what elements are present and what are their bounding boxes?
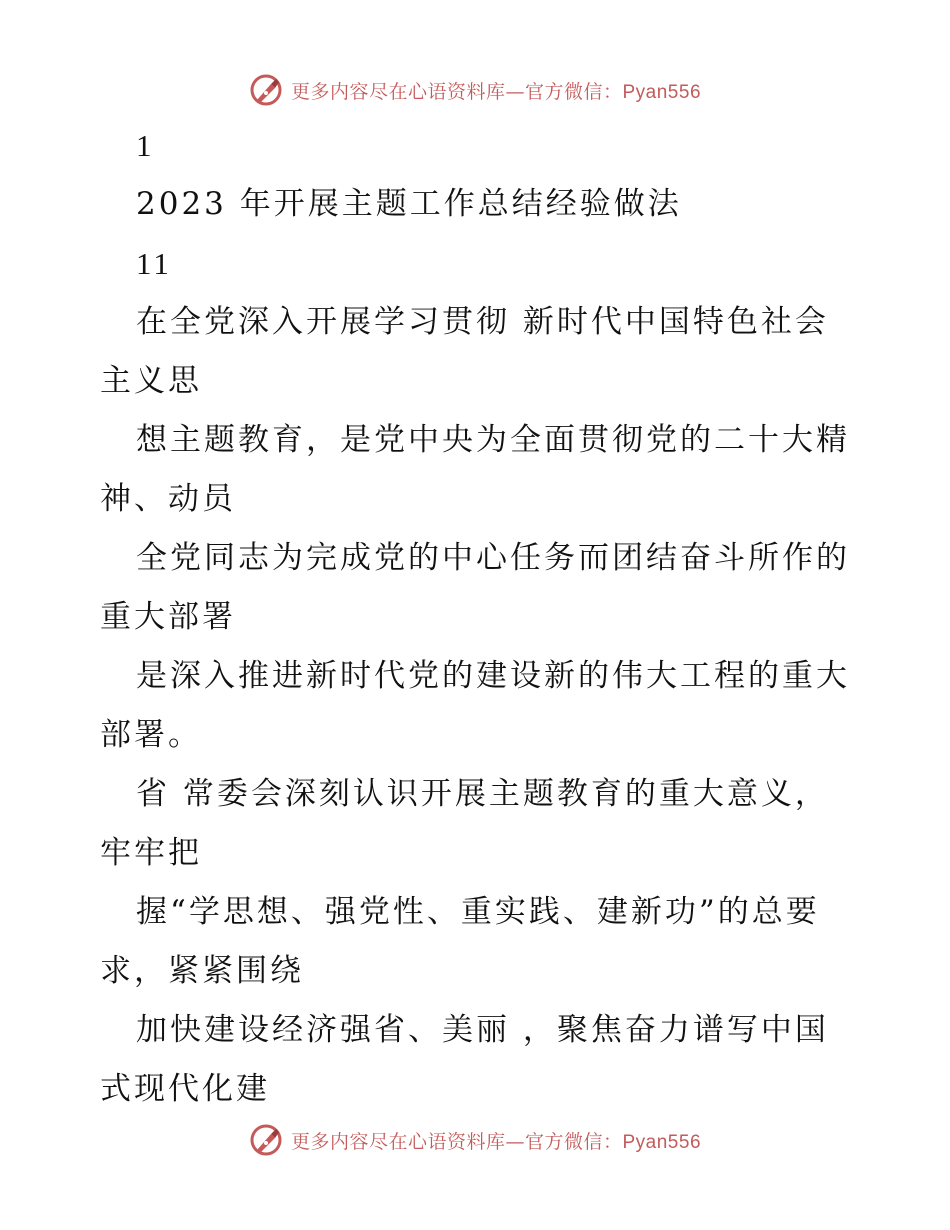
document-line: 部署。 <box>100 717 202 753</box>
document-line: 是深入推进新时代党的建设新的伟大工程的重大 <box>136 658 850 694</box>
watermark-brand: 更多内容尽在心语资料库 <box>290 80 506 103</box>
document-line: 省 常委会深刻认识开展主题教育的重大意义， <box>136 776 829 812</box>
watermark-contact-prefix: 官方微信： <box>524 80 623 103</box>
watermark-brand: 更多内容尽在心语资料库 <box>290 1130 506 1153</box>
document-line: 想主题教育，是党中央为全面贯彻党的二十大精 <box>136 422 850 458</box>
document-line: 求，紧紧围绕 <box>100 953 304 989</box>
document-line: 在全党深入开展学习贯彻 新时代中国特色社会 <box>136 304 829 340</box>
footer-watermark <box>0 1120 950 1160</box>
document-line: 11 <box>136 246 172 281</box>
header-watermark <box>0 70 950 110</box>
document-line: 加快建设经济强省、美丽 ，聚焦奋力谱写中国 <box>136 1012 829 1048</box>
document-body <box>100 116 860 1119</box>
watermark-separator: — <box>505 1130 525 1153</box>
watermark-text <box>291 1127 701 1154</box>
document-line: 握“学思想、强党性、重实践、建新功”的总要 <box>136 894 820 930</box>
watermark-separator: — <box>505 80 525 103</box>
document-line: 全党同志为完成党的中心任务而团结奋斗所作的 <box>136 540 850 576</box>
document-line: 2023 年开展主题工作总结经验做法 <box>136 186 682 222</box>
watermark-text <box>291 77 701 104</box>
watermark-contact-id: Pyan556 <box>622 81 702 103</box>
document-line: 神、动员 <box>100 481 236 517</box>
document-line: 主义思 <box>100 363 202 399</box>
watermark-contact-prefix: 官方微信： <box>524 1130 623 1153</box>
pen-nib-logo-icon <box>249 1123 283 1157</box>
document-line: 式现代化建 <box>100 1071 270 1107</box>
document-line: 牢牢把 <box>100 835 202 871</box>
pen-nib-logo-icon <box>249 73 283 107</box>
document-line: 1 <box>136 128 155 163</box>
watermark-contact-id: Pyan556 <box>622 1131 702 1153</box>
document-line: 重大部署 <box>100 599 236 635</box>
